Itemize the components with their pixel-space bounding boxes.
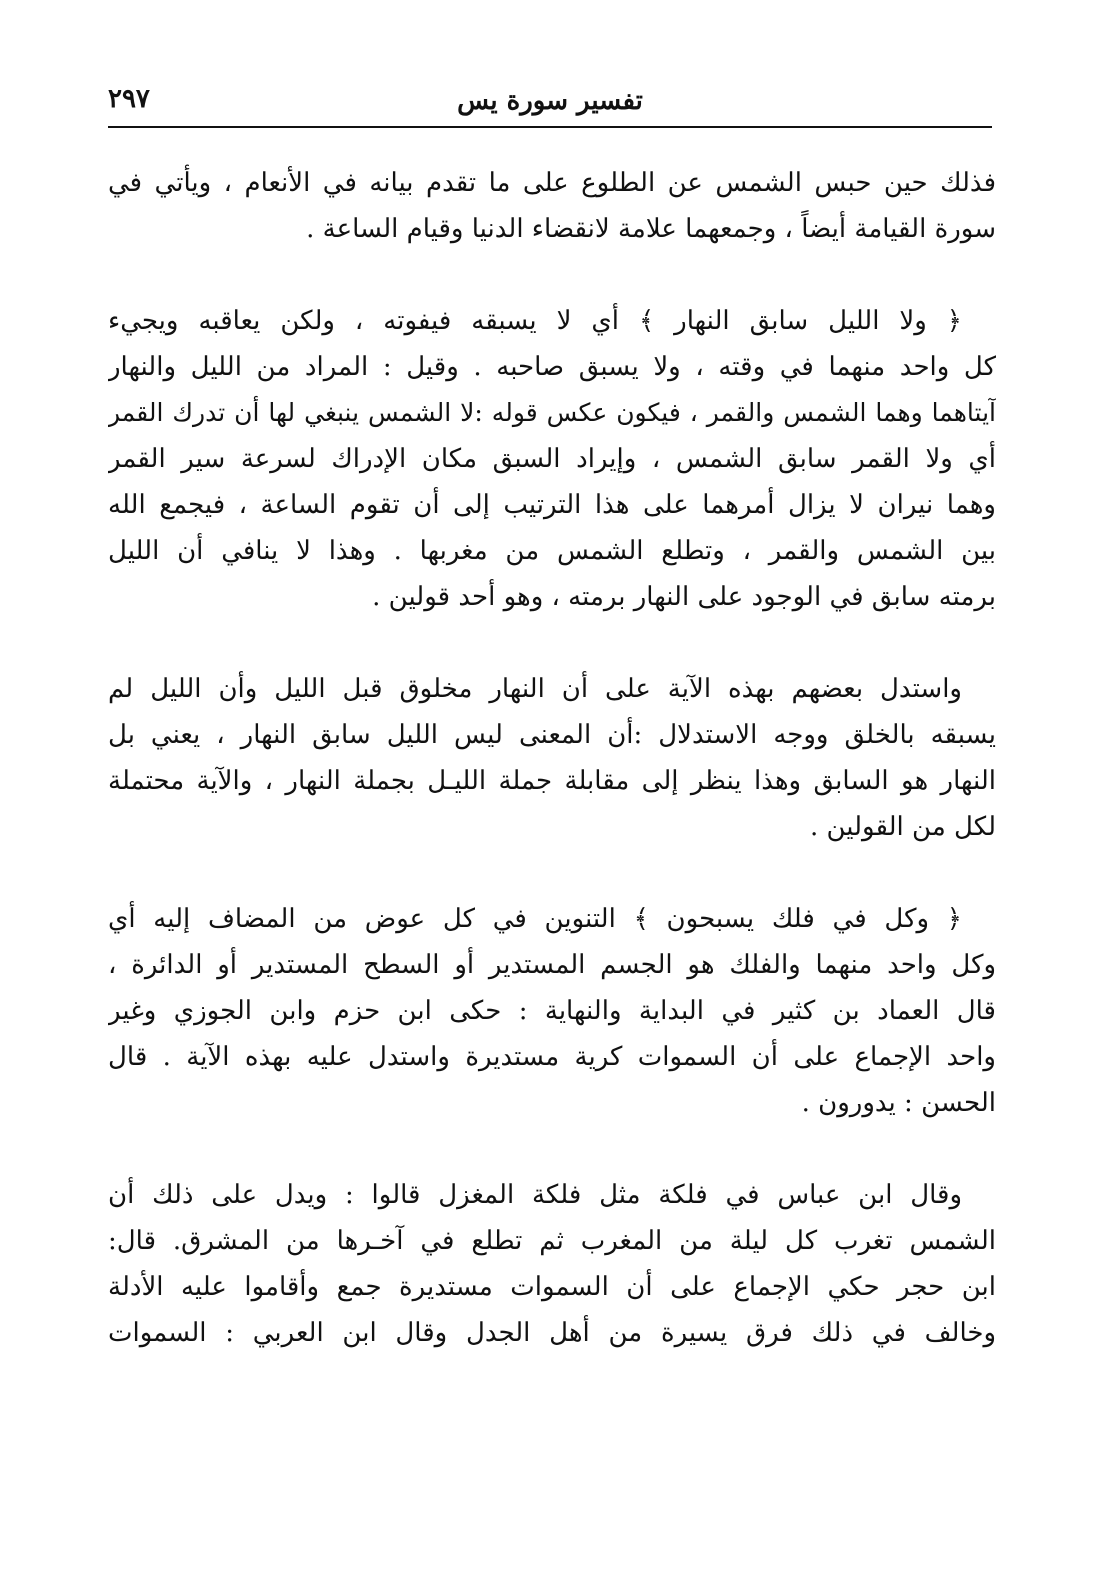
text-line: وخالف في ذلك فرق يسيرة من أهل الجدل وقال ابن العربي : السموات [108,1318,996,1348]
text-line: لكل من القولين . [809,812,996,842]
text-line: بين الشمس والقمر ، وتطلع الشمس من مغربها . وهذا لا ينافي أن الليل [108,536,996,566]
text-line: يسبقه بالخلق ووجه الاستدلال :أن المعنى ليس الليل سابق النهار ، يعني بل [108,720,996,750]
paragraph-5 [108,1172,996,1356]
text-line: الشمس تغرب كل ليلة من المغرب ثم تطلع في آخـرها من المشرق. قال: [108,1226,996,1256]
text-line: وكل واحد منهما والفلك هو الجسم المستدير أو السطح المستدير أو الدائرة ، [108,950,996,980]
text-line: فذلك حين حبس الشمس عن الطلوع على ما تقدم بيانه في الأنعام ، ويأتي في [108,168,996,198]
text-line: كل واحد منهما في وقته ، ولا يسبق صاحبه . وقيل : المراد من الليل والنهار [108,352,996,382]
text-line: وهما نيران لا يزال أمرهما على هذا الترتيب إلى أن تقوم الساعة ، فيجمع الله [108,490,996,520]
text-line: واستدل بعضهم بهذه الآية على أن النهار مخلوق قبل الليل وأن الليل لم [108,674,962,704]
text-line: ابن حجر حكي الإجماع على أن السموات مستديرة جمع وأقاموا عليه الأدلة [108,1272,996,1302]
text-line: النهار هو السابق وهذا ينظر إلى مقابلة جملة الليـل بجملة النهار ، والآية محتملة [108,766,996,796]
header-title: تفسير سورة يس [457,86,643,116]
text-line: أي ولا القمر سابق الشمس ، وإيراد السبق مكان الإدراك لسرعة سير القمر [108,444,996,474]
text-line: واحد الإجماع على أن السموات كرية مستديرة واستدل عليه بهذه الآية . قال [108,1042,996,1072]
text-line: سورة القيامة أيضاً ، وجمعهما علامة لانقضاء الدنيا وقيام الساعة . [306,214,996,244]
running-header [108,80,992,128]
text-line: ﴿ ولا الليل سابق النهار ﴾ أي لا يسبقه فيفوته ، ولكن يعاقبه ويجيء [108,306,962,336]
paragraph-1 [108,160,996,252]
text-line: برمته سابق في الوجود على النهار برمته ، وهو أحد قولين . [372,582,996,612]
text-line: وقال ابن عباس في فلكة مثل فلكة المغزل قالوا : ويدل على ذلك أن [108,1180,963,1210]
paragraph-4 [108,896,996,1126]
text-line: الحسن : يدورون . [801,1088,996,1118]
body-text [108,160,996,1550]
paragraph-3 [108,666,996,850]
page-number: ٢٩٧ [108,84,150,114]
text-line: قال العماد بن كثير في البداية والنهاية : حكى ابن حزم وابن الجوزي وغير [108,996,996,1026]
text-line: آيتاهما وهما الشمس والقمر ، فيكون عكس قوله :لا الشمس ينبغي لها أن تدرك القمر [108,398,996,427]
paragraph-2 [108,298,996,620]
text-line: ﴿ وكل في فلك يسبحون ﴾ التنوين في كل عوض من المضاف إليه أي [108,904,962,934]
